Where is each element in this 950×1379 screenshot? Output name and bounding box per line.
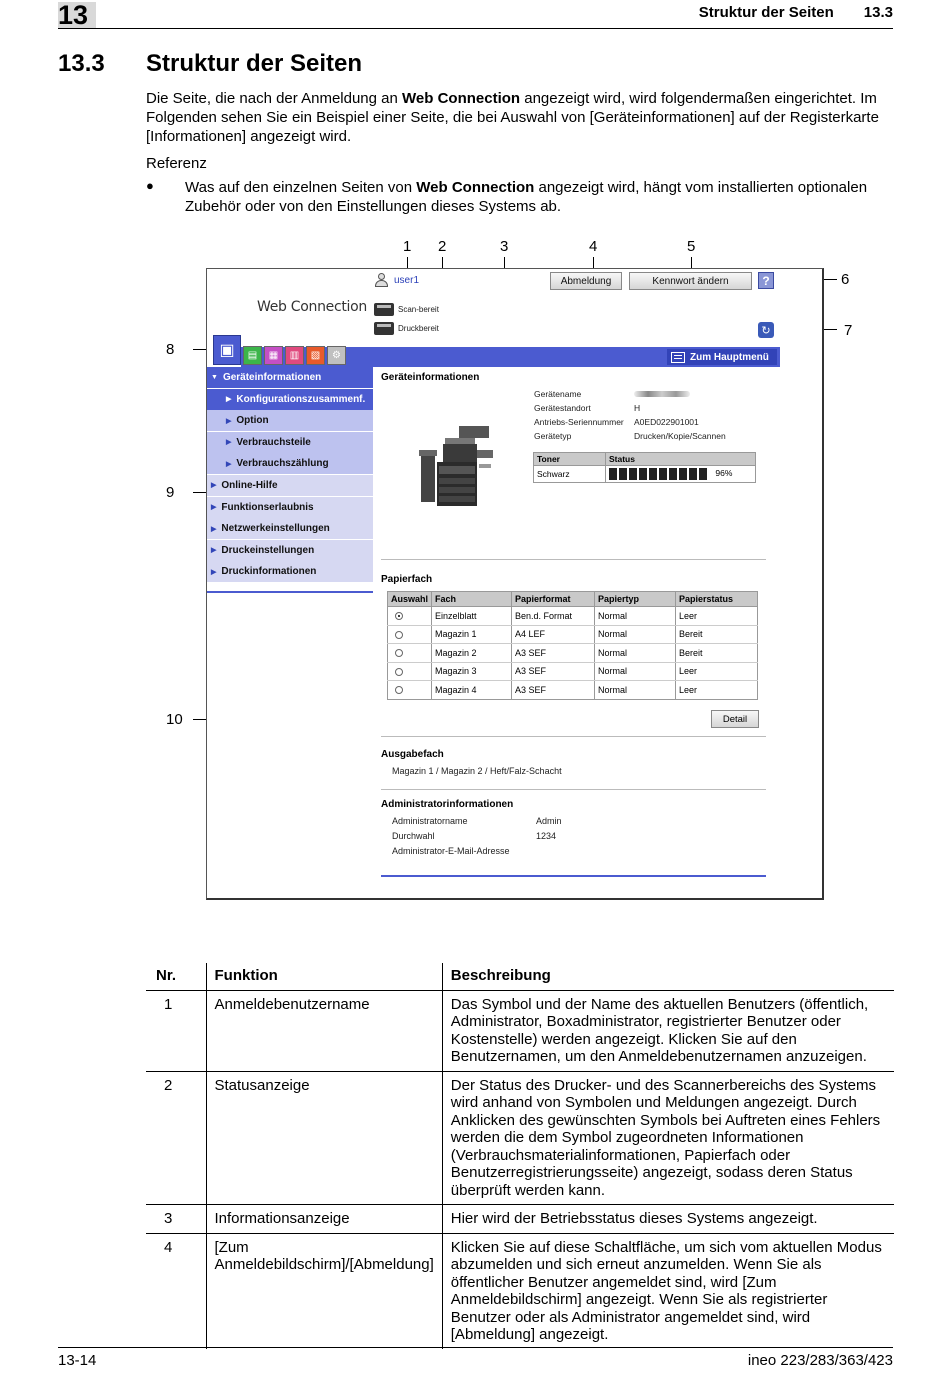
tray-status: Bereit [676, 625, 758, 644]
detail-button[interactable]: Detail [711, 710, 759, 728]
section-rule [381, 736, 766, 737]
paper-tray-table [387, 591, 758, 700]
footer-rule [58, 1347, 893, 1348]
info-value: H [634, 403, 641, 413]
arrow-icon: ▶ [211, 525, 217, 533]
device-name-value [634, 389, 690, 399]
ref-text: Was auf den einzelnen Seiten von [185, 179, 417, 196]
web-connection-logo: Web Connection [257, 299, 367, 315]
tray-status: Leer [676, 681, 758, 700]
row-nr: 3 [146, 1205, 206, 1234]
sidebar-item-online-help[interactable] [207, 475, 373, 496]
login-user[interactable] [375, 273, 419, 287]
callout-2: 2 [438, 238, 447, 255]
sidebar-item-label: Online-Hilfe [221, 479, 278, 491]
chapter-number: 13 [58, 0, 89, 30]
sidebar-item-label: Druckinformationen [221, 566, 317, 578]
admin-value: 1234 [536, 831, 557, 841]
row-nr: 4 [164, 1238, 173, 1256]
content-bottom-rule [381, 875, 766, 877]
toner-segment [679, 468, 687, 480]
printer-status-text: Druckbereit [398, 324, 439, 333]
info-value: A0ED022901001 [634, 417, 699, 427]
tray-format: A3 SEF [512, 662, 595, 681]
arrow-icon: ▶ [211, 568, 217, 576]
product-name: ineo 223/283/363/423 [747, 1352, 893, 1369]
logout-button[interactable]: Abmeldung [550, 272, 622, 290]
row-description: Klicken Sie auf diese Schaltfläche, um sich vom aktuellen Modus abzumelden und sich erneut anzumelden. Wenn Sie als öffentlicher Benutzer angemeldet sind, wird [Zum Anmeldebildschirm] angezeigt. Wenn Sie als registrierter Benutzer oder als Administrator angemeldet sind, wird [Abmeldung] angezeigt. [442, 1233, 894, 1349]
tray-radio[interactable] [395, 668, 403, 676]
bullet-icon: ● [146, 178, 154, 193]
main-menu-button[interactable] [667, 349, 777, 365]
arrow-icon: ▶ [226, 439, 232, 447]
callout-1: 1 [403, 238, 412, 255]
tray-format: A3 SEF [512, 681, 595, 700]
col-tray: Fach [432, 592, 512, 607]
info-label: Gerätetyp [534, 431, 572, 441]
col-description: Beschreibung [442, 963, 894, 991]
callout-7: 7 [844, 322, 853, 339]
col-format: Papierformat [512, 592, 595, 607]
change-password-button[interactable]: Kennwort ändern [629, 272, 752, 290]
ref-text-2: angezeigt wird, hängt vom installierten optionalen Zubehör oder von den Einstellungen dieses Systems ab. [185, 179, 868, 215]
sidebar-bottom-rule [207, 591, 373, 593]
table-row [388, 644, 758, 663]
sidebar [207, 367, 373, 583]
sidebar-item-label: Geräteinformationen [222, 372, 322, 383]
row-nr: 2 [146, 1071, 206, 1205]
tray-radio[interactable] [395, 686, 403, 694]
arrow-icon: ▶ [226, 396, 232, 404]
status-header: Status [606, 453, 756, 466]
col-function: Funktion [206, 963, 442, 991]
tray-type: Normal [595, 607, 676, 626]
paper-tray-title: Papierfach [381, 574, 433, 585]
row-function: [Zum Anmeldebildschirm]/[Abmeldung] [206, 1233, 442, 1349]
tray-format: Ben.d. Format [512, 607, 595, 626]
sidebar-item-label: Verbrauchszählung [236, 458, 329, 470]
help-button[interactable]: ? [758, 272, 774, 289]
printer-status-icon [374, 322, 394, 335]
tray-name: Magazin 1 [432, 625, 512, 644]
col-select: Auswahl [388, 592, 432, 607]
info-value: Drucken/Kopie/Scannen [634, 431, 726, 441]
intro-paragraph [146, 89, 896, 146]
sidebar-item-label: Druckeinstellungen [221, 544, 315, 556]
row-description: Der Status des Drucker- und des Scannerbereichs des Systems wird anhand von Symbolen und Meldungen angezeigt. Durch Anklicken des gewünschten Symbols bei Auftreten eines Fehlers werden die dem Symbol zugeordneten Informationen (Verbrauchsmaterialinformationen, Papierfach oder Benutzerregistrierungsseite) angezeigt, sodass deren Status überprüft werden kann. [442, 1071, 894, 1205]
toner-segment [639, 468, 647, 480]
admin-label: Administratorname [392, 816, 468, 826]
user-name[interactable]: user1 [394, 274, 420, 286]
output-tray-title: Ausgabefach [381, 749, 444, 760]
tray-radio[interactable] [395, 631, 403, 639]
intro-bold: Web Connection [402, 90, 521, 107]
arrow-icon: ▶ [211, 482, 217, 490]
main-menu-label: Zum Hauptmenü [690, 351, 769, 363]
toner-level-bar [609, 468, 707, 480]
sidebar-item-print-settings[interactable] [207, 540, 373, 561]
arrow-icon: ▶ [226, 460, 232, 468]
tray-name: Einzelblatt [432, 607, 512, 626]
toner-segment [649, 468, 657, 480]
toner-segment [659, 468, 667, 480]
box-tab-icon[interactable]: ▦ [264, 346, 283, 365]
expand-icon: ▼ [211, 374, 218, 381]
tray-name: Magazin 4 [432, 681, 512, 700]
tray-status: Bereit [676, 644, 758, 663]
sidebar-item-print-info[interactable] [207, 561, 373, 582]
sidebar-item-label: Netzwerkeinstellungen [221, 523, 330, 535]
sidebar-item-device-info[interactable] [207, 367, 373, 388]
arrow-icon: ▶ [211, 547, 217, 555]
toner-table [533, 452, 756, 483]
redacted-value [634, 391, 690, 397]
sidebar-item-label: Option [236, 415, 269, 427]
admin-value: Admin [536, 816, 562, 826]
row-nr: 1 [146, 990, 206, 1071]
printer-image [419, 424, 495, 510]
toner-status [606, 466, 756, 483]
table-row [146, 1071, 894, 1205]
arrow-icon: ▶ [211, 504, 217, 512]
sidebar-item-consumables[interactable] [207, 432, 373, 453]
sidebar-item-label: Funktionserlaubnis [221, 501, 314, 513]
info-tab-icon[interactable]: ▣ [213, 335, 241, 365]
tray-radio[interactable] [395, 612, 403, 620]
tray-format: A3 SEF [512, 644, 595, 663]
running-header [699, 4, 893, 21]
print-tab-icon[interactable]: ▥ [285, 346, 304, 365]
toner-percent: 96% [715, 468, 733, 479]
scanner-icon [374, 303, 394, 316]
info-label: Gerätestandort [534, 403, 591, 413]
scan-tab-icon[interactable]: ▧ [306, 346, 325, 365]
header-rule [58, 28, 893, 29]
scanner-status-text: Scan-bereit [398, 305, 439, 314]
admin-label: Durchwahl [392, 831, 435, 841]
row-description: Hier wird der Betriebsstatus dieses Systems angezeigt. [442, 1205, 894, 1234]
section-rule [381, 559, 766, 560]
section-title: Struktur der Seiten [146, 50, 363, 77]
callout-6: 6 [841, 271, 850, 288]
sidebar-item-function-permission[interactable] [207, 497, 373, 518]
sidebar-item-label: Verbrauchsteile [236, 436, 311, 448]
tray-radio[interactable] [395, 649, 403, 657]
user-icon [375, 273, 388, 287]
running-title: Struktur der Seiten [698, 4, 834, 21]
job-tab-icon[interactable]: ▤ [243, 346, 262, 365]
tray-name: Magazin 2 [432, 644, 512, 663]
intro-text-2: angezeigt wird, wird folgendermaßen eingerichtet. Im Folgenden sehen Sie ein Beispiel einer Seite, die bei Auswahl von [Geräteinformationen] auf der Registerkarte [Informationen] angezeigt wird. [146, 90, 879, 145]
reference-label: Referenz [146, 155, 207, 172]
table-row [388, 625, 758, 644]
refresh-icon[interactable]: ↻ [758, 322, 774, 338]
callout-4: 4 [589, 238, 598, 255]
toner-segment [689, 468, 697, 480]
toner-segment [619, 468, 627, 480]
tray-status: Leer [676, 607, 758, 626]
col-nr: Nr. [146, 963, 206, 991]
row-function: Anmeldebenutzername [206, 990, 442, 1071]
toner-segment [609, 468, 617, 480]
table-row [146, 990, 894, 1071]
ref-bold: Web Connection [416, 179, 535, 196]
tray-type: Normal [595, 662, 676, 681]
menu-tabs [213, 335, 346, 365]
table-row [388, 662, 758, 681]
callout-8: 8 [166, 341, 175, 358]
table-row [146, 1233, 894, 1349]
section-number: 13.3 [58, 50, 105, 77]
admin-label: Administrator-E-Mail-Adresse [392, 846, 510, 856]
intro-text: Die Seite, die nach der Anmeldung an [146, 90, 403, 107]
toner-segment [699, 468, 707, 480]
callout-9: 9 [166, 484, 175, 501]
row-function: Informationsanzeige [206, 1205, 442, 1234]
sidebar-item-label: Konfigurationszusammenf. [236, 393, 366, 405]
toner-header: Toner [534, 453, 606, 466]
tray-type: Normal [595, 625, 676, 644]
sidebar-item-option[interactable] [207, 410, 373, 431]
toner-segment [669, 468, 677, 480]
tray-type: Normal [595, 644, 676, 663]
page-number: 13-14 [58, 1352, 97, 1369]
toner-segment [629, 468, 637, 480]
web-connection-screenshot [206, 268, 824, 900]
callout-5: 5 [687, 238, 696, 255]
info-label: Gerätename [534, 389, 582, 399]
sidebar-item-config-summary[interactable] [207, 389, 373, 410]
printer-status[interactable] [374, 322, 439, 335]
callout-3: 3 [500, 238, 509, 255]
scanner-status[interactable] [374, 303, 439, 316]
sidebar-item-consumption-count[interactable] [207, 453, 373, 474]
sidebar-item-network-settings[interactable] [207, 518, 373, 539]
table-row [388, 607, 758, 626]
callout-10: 10 [166, 711, 183, 728]
reference-bullet [185, 178, 895, 216]
function-table [146, 962, 894, 1349]
table-row [146, 1205, 894, 1234]
content-title: Geräteinformationen [381, 372, 480, 383]
section-rule [381, 789, 766, 790]
tray-format: A4 LEF [512, 625, 595, 644]
arrow-icon: ▶ [226, 417, 232, 425]
running-section: 13.3 [863, 4, 893, 21]
row-function: Statusanzeige [206, 1071, 442, 1205]
table-row [388, 681, 758, 700]
col-status: Papierstatus [676, 592, 758, 607]
favorites-tab-icon[interactable]: ⚙ [327, 346, 346, 365]
menu-icon [671, 352, 685, 363]
info-label: Antriebs-Seriennummer [534, 417, 624, 427]
tray-type: Normal [595, 681, 676, 700]
tray-status: Leer [676, 662, 758, 681]
toner-color: Schwarz [534, 466, 606, 483]
admin-info-title: Administratorinformationen [381, 799, 514, 810]
row-description: Das Symbol und der Name des aktuellen Benutzers (öffentlich, Administrator, Boxadministrator, registrierter Benutzer oder Kostenstelle) werden angezeigt. Klicken Sie auf den Benutzernamen, um den Anmeldebenutzernamen anzuzeigen. [442, 990, 894, 1071]
output-tray-value: Magazin 1 / Magazin 2 / Heft/Falz-Schacht [392, 766, 562, 776]
tray-name: Magazin 3 [432, 662, 512, 681]
col-type: Papiertyp [595, 592, 676, 607]
